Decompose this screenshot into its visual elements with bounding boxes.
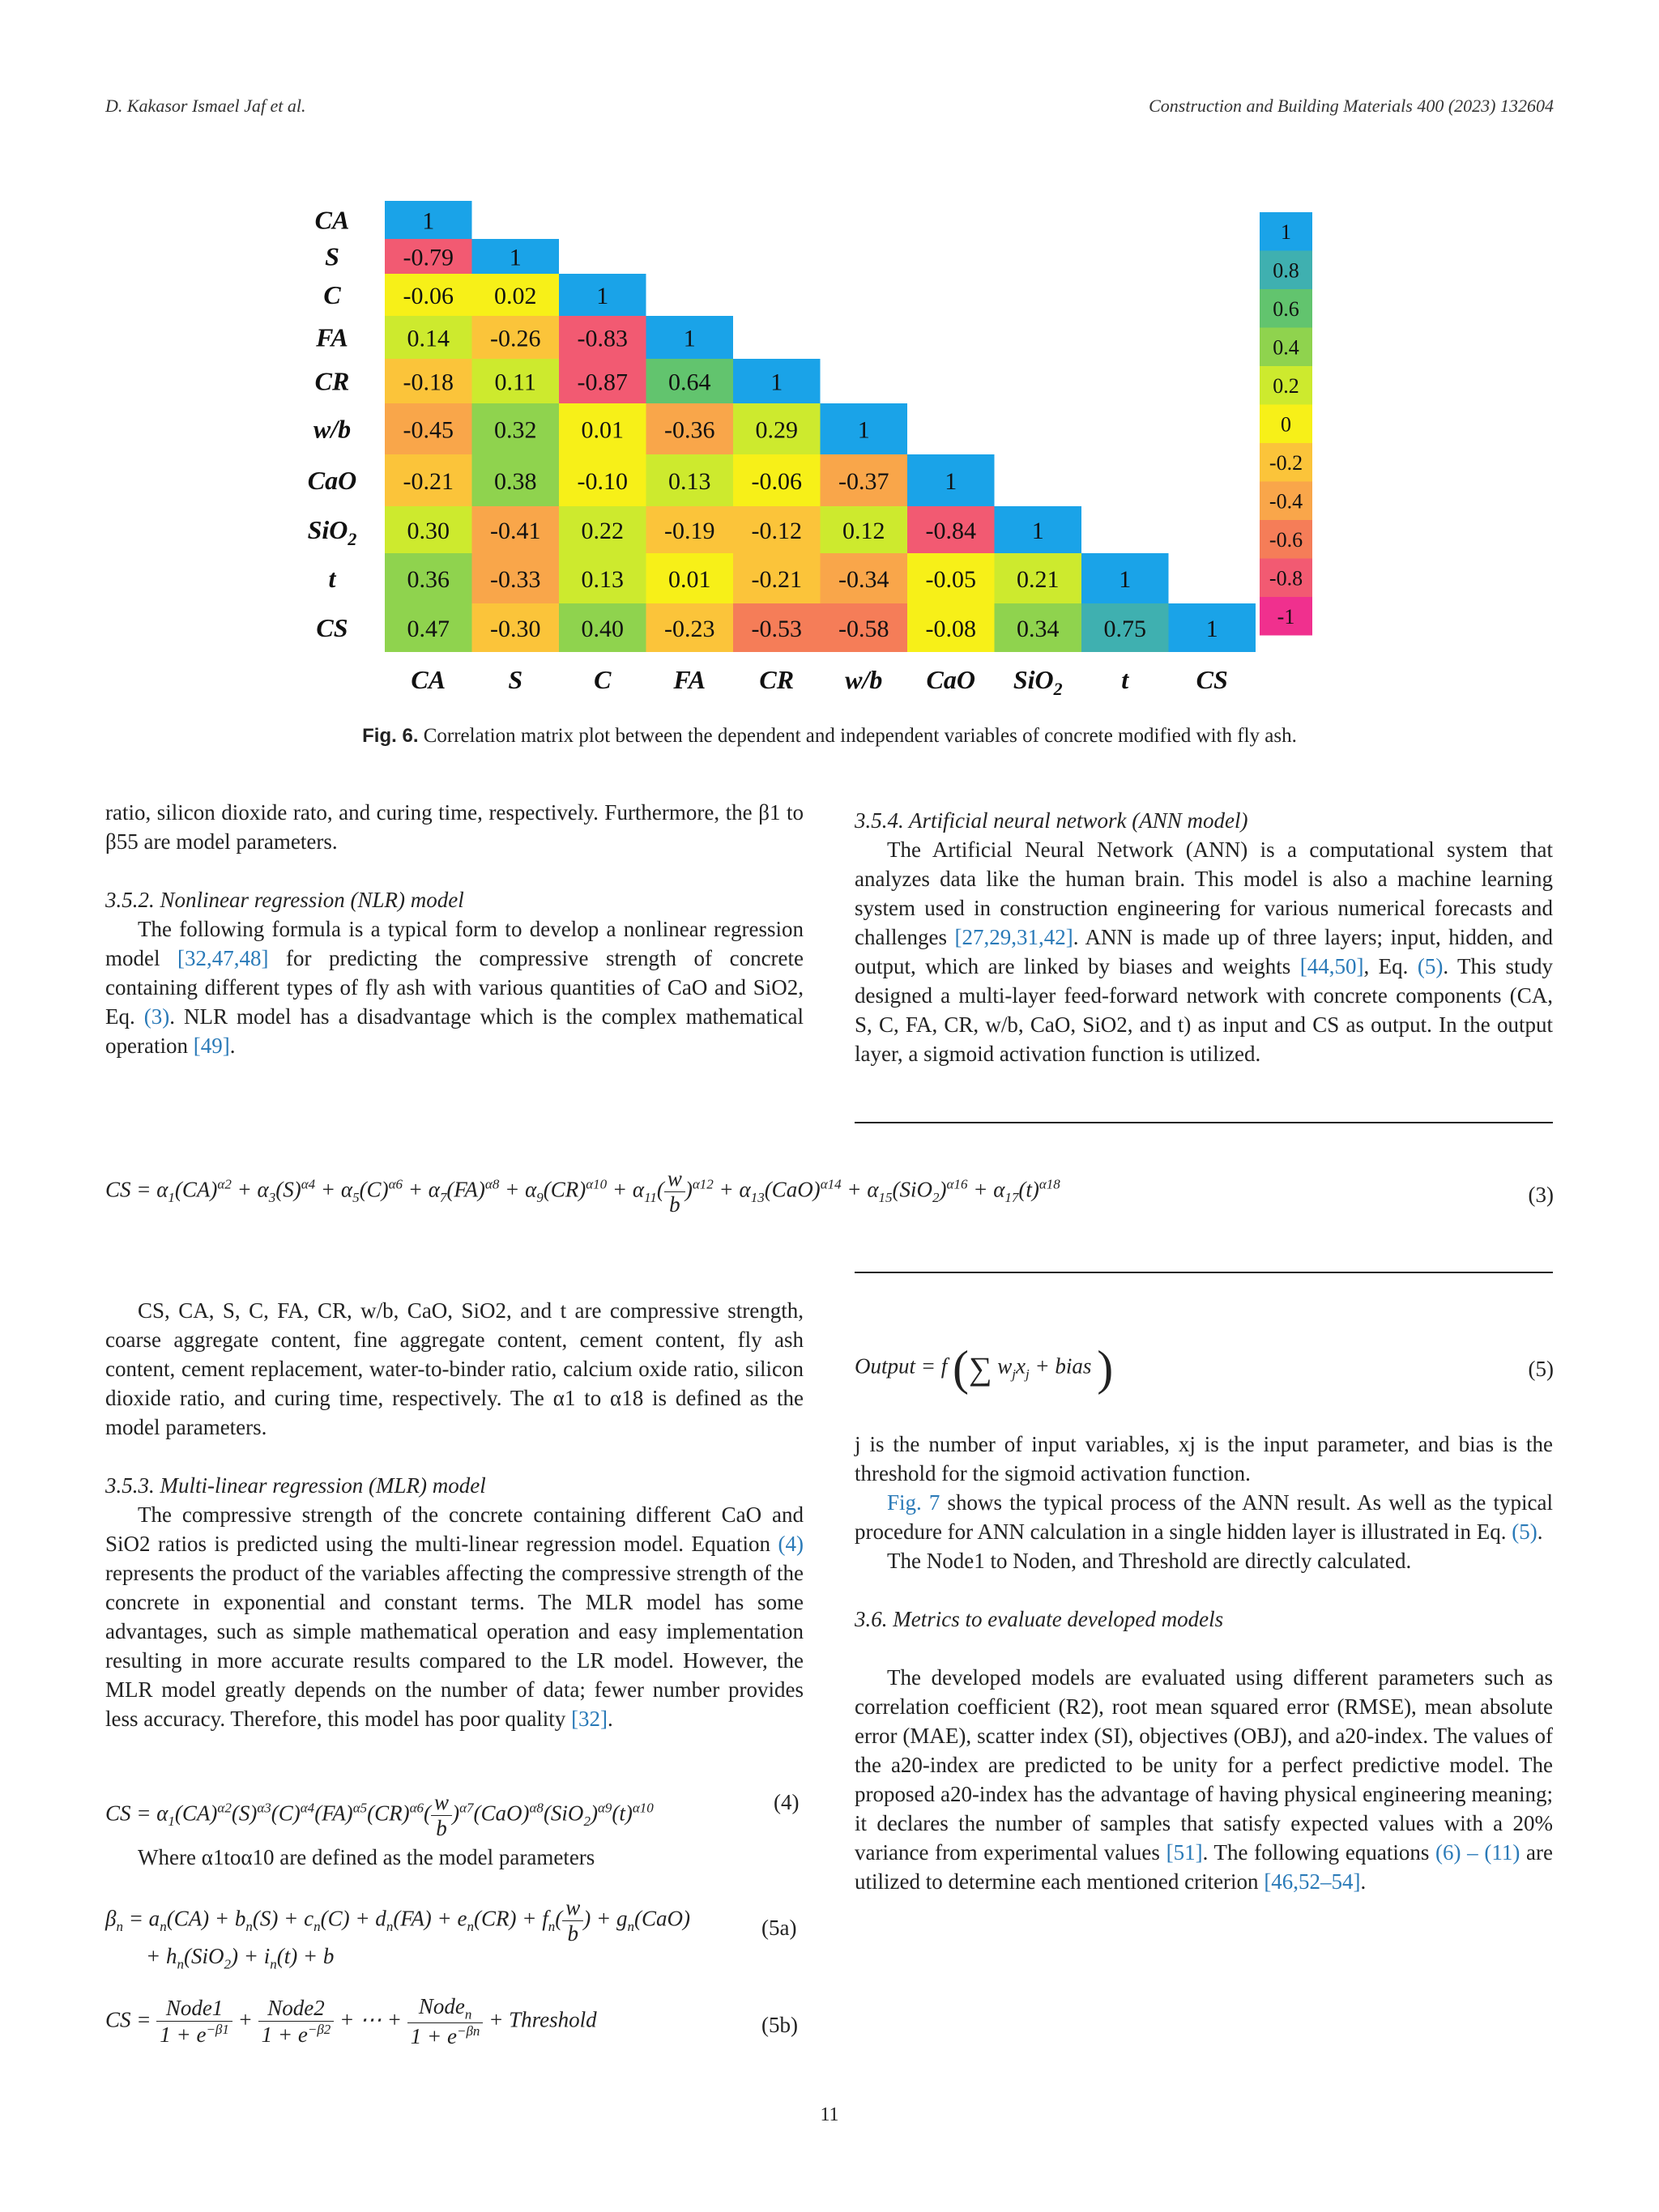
cell-value: 0.29 xyxy=(755,416,798,444)
row-label: C xyxy=(323,280,341,309)
cell-value: -0.45 xyxy=(403,416,454,444)
colorbar-tick-label: 0.8 xyxy=(1273,258,1299,283)
section-heading-mlr: 3.5.3. Multi-linear regression (MLR) model xyxy=(105,1473,486,1498)
nlr-text-a: The following formula is a typical form to develop a nonlinear regression model xyxy=(105,917,804,970)
cell-value: -0.34 xyxy=(838,566,889,593)
section-heading-metrics: 3.6. Metrics to evaluate developed models xyxy=(855,1607,1224,1631)
cell-value: 0.13 xyxy=(581,566,624,593)
section-heading-nlr: 3.5.2. Nonlinear regression (NLR) model xyxy=(105,888,464,912)
column-label: CS xyxy=(1196,665,1228,694)
cell-value: 1 xyxy=(422,207,435,235)
equation-link[interactable]: (3) xyxy=(143,1004,170,1029)
figure-link[interactable]: Fig. 7 xyxy=(887,1490,940,1515)
cell-value: 1 xyxy=(857,416,870,444)
equation-link[interactable]: (6) – (11) xyxy=(1435,1840,1520,1865)
cell-value: 0.21 xyxy=(1017,566,1060,593)
paragraph-nlr: The following formula is a typical form to develop a nonlinear regression model [32,47,48] for predicting the compressive strength of concrete containing different types of fly ash with various quantities of CaO and SiO2, Eq. (3). NLR model has a disadvantage which is the complex mathematical operation [49]. xyxy=(105,917,804,1058)
cell-value: -0.06 xyxy=(751,468,802,495)
equation-4: CS = $\alpha_1(CA)^{\alpha 2}(S)^{\alpha 3}(C)^{\alpha 4}(FA)^{\alpha 5}(CR)^{\alpha 6}$( $\frac{w}{b}$ )$^{\alpha 7}(CaO)^{\alpha 8}(SiO_2)^{\alpha 9}(t)^{\alpha 10}$ xyxy=(105,1790,654,1840)
row-label: CA xyxy=(314,205,350,235)
cell-value: 0.64 xyxy=(668,369,711,396)
cell-value: -0.12 xyxy=(751,518,802,544)
cell-value: -0.26 xyxy=(490,325,541,352)
equation-3: CS = $\alpha_1(CA)^{\alpha 2} + \alpha_3(S)^{\alpha 4} + \alpha_5(C)^{\alpha 6} + \alpha_7(FA)^{\alpha 8} + \alpha_9(CR)^{\alpha 10} + \alpha_{11}$( $\frac{w}{b}$ )$^{\alpha 12} + \alpha_{13}(CaO)^{\alpha 14} + \alpha_{15}(SiO_2)^{\alpha 16} + \alpha_{17}(t)^{\alpha 18}$ xyxy=(105,1166,1060,1217)
right-column-bottom xyxy=(855,1430,1553,1896)
ann-text-d: . This study designed a multi-layer feed-forward network with concrete components (CA, S, C, FA, CR, w/b, CaO, SiO2, and t) as input and CS as output. In the output layer, a sigmoid activation function is utilized. xyxy=(855,954,1554,1066)
cell-value: 1 xyxy=(596,283,609,309)
cell-value: 0.11 xyxy=(494,369,536,396)
citation-link[interactable]: [44,50] xyxy=(1299,954,1364,978)
ann-text-c: , Eq. xyxy=(1363,954,1409,978)
cell-value: -0.41 xyxy=(490,518,541,544)
equation-rule-top xyxy=(855,1122,1553,1123)
equation-link[interactable]: (5) xyxy=(1417,954,1444,978)
paragraph-ann xyxy=(855,835,1553,1068)
column-label: t xyxy=(1121,665,1129,694)
nlr-text-b: for predicting the compressive strength of concrete containing different types of fly ash with various quantities of CaO and SiO2, Eq. xyxy=(105,946,804,1029)
citation-link[interactable]: [32] xyxy=(571,1707,608,1731)
citation-link[interactable]: [27,29,31,42] xyxy=(954,925,1073,949)
figure-caption-text: Correlation matrix plot between the dependent and independent variables of concrete modified with fly ash. xyxy=(423,725,1297,747)
column-label: w/b xyxy=(845,665,883,694)
metrics-text-a: The developed models are evaluated using different parameters such as correlation coefficient (R2), root mean squared error (RMSE), mean absolute error (MAE), scatter index (SI), objectives (OBJ), and a20-index. The values of the a20-index are predicted to be unity for a perfect predictive model. The proposed a20-index has the advantage of having physical engineering meaning; it declares the number of samples that satisfy expected values with a 20% variance from experimental values xyxy=(855,1665,1553,1865)
paragraph-where xyxy=(138,1843,804,1872)
left-column-top xyxy=(105,798,804,1060)
cell-value: -0.37 xyxy=(838,468,889,495)
mlr-text-a: The compressive strength of the concrete containing different CaO and SiO2 ratios is predicted using the multi-linear regression model. Equation xyxy=(105,1502,804,1556)
colorbar-tick-label: -0.4 xyxy=(1269,489,1303,514)
citation-link[interactable]: [46,52–54] xyxy=(1264,1869,1361,1894)
cell-value: -0.58 xyxy=(838,616,889,642)
cell-value: -0.19 xyxy=(664,518,715,544)
cell-value: 0.22 xyxy=(581,518,624,544)
fig7-text: shows the typical process of the ANN result. As well as the typical procedure for ANN calculation in a single hidden layer is illustrated in Eq. xyxy=(855,1490,1553,1544)
cell-value: -0.10 xyxy=(577,468,628,495)
cell-value: 0.13 xyxy=(668,468,711,495)
column-label: CaO xyxy=(926,665,975,694)
row-label: SiO$_2$ xyxy=(307,515,357,549)
cell-value: -0.06 xyxy=(403,283,454,309)
cell-value: 1 xyxy=(1119,566,1132,593)
figure-label: Fig. 6. xyxy=(362,725,419,747)
paragraph-nlr-params: ratio, silicon dioxide rato, and curing time, respectively. Furthermore, the β1 to β55 are model parameters. xyxy=(105,800,804,854)
cell-value: 1 xyxy=(945,468,957,495)
row-label: t xyxy=(328,564,336,593)
row-label: CaO xyxy=(307,466,357,495)
row-label: CR xyxy=(314,366,350,396)
column-label: S xyxy=(508,665,523,694)
left-column-bottom xyxy=(105,1296,804,1733)
column-label: C xyxy=(594,665,612,694)
equation-5: Output = f (∑ $w_jx_j$ + bias ) xyxy=(855,1341,1114,1395)
cell-value: 1 xyxy=(770,369,783,396)
equation-5b: CS = $\frac{\text{Node1}}{1 + e^{-\beta 1}}$ + $\frac{\text{Node2}}{1 + e^{-\beta 2}}$ + ⋯ + $\frac{Node_n}{1 + e^{-\beta n}}$ + Threshold xyxy=(105,1994,597,2049)
mlr-text-b: represents the product of the variables affecting the compressive strength of the concrete in exponential and constant terms. The MLR model has some advantages, such as simple mathematical operation and easy implementation resulting in more accurate results compared to the LR model. However, the MLR model greatly depends on the number of data; fewer number provides less accuracy. Therefore, this model has poor quality xyxy=(105,1561,804,1731)
cell-value: -0.30 xyxy=(490,616,541,642)
equation-link[interactable]: (4) xyxy=(778,1532,804,1556)
colorbar-tick-label: -0.2 xyxy=(1269,450,1303,475)
cell-value: -0.21 xyxy=(751,566,802,593)
page-number: 11 xyxy=(820,2104,839,2125)
column-label: CA xyxy=(411,665,446,694)
right-column-top xyxy=(855,806,1553,1068)
cell-value: 0.01 xyxy=(581,416,624,444)
cell-value: 0.14 xyxy=(407,325,450,352)
colorbar-tick-label: -1 xyxy=(1277,604,1295,629)
cell-value: -0.33 xyxy=(490,566,541,593)
running-head-journal: Construction and Building Materials 400 (2023) 132604 xyxy=(1149,96,1554,116)
cell-value: -0.87 xyxy=(577,369,628,396)
colorbar-tick-label: -0.6 xyxy=(1269,527,1303,552)
citation-link[interactable]: [32,47,48] xyxy=(177,946,269,970)
equation-5b-number: (5b) xyxy=(761,2013,798,2037)
cell-value: 0.02 xyxy=(494,283,537,309)
cell-value: -0.21 xyxy=(403,468,454,495)
row-label: CS xyxy=(316,613,348,642)
paragraph-j-definition: j is the number of input variables, xj is the input parameter, and bias is the threshold for the sigmoid activation function. xyxy=(855,1432,1553,1485)
figure-caption xyxy=(0,725,1659,748)
column-label: FA xyxy=(673,665,706,694)
column-label: SiO$_2$ xyxy=(1013,665,1063,699)
paragraph-node: The Node1 to Noden, and Threshold are directly calculated. xyxy=(887,1549,1412,1573)
cell-value: -0.53 xyxy=(751,616,802,642)
equation-3-number: (3) xyxy=(1528,1183,1554,1207)
paragraph-metrics: The developed models are evaluated using different parameters such as correlation coefficient (R2), root mean squared error (RMSE), mean absolute error (MAE), scatter index (SI), objectives (OBJ), and a20-index. The values of the a20-index are predicted to be unity for a perfect predictive model. The proposed a20-index has the advantage of having physical engineering meaning; it declares the number of samples that satisfy expected values with a 20% variance from experimental values [51]. The following equations (6) – (11) are utilized to determine each mentioned criterion [46,52–54]. xyxy=(855,1665,1554,1894)
cell-value: 0.12 xyxy=(842,518,885,544)
paragraph-fig7: Fig. 7 shows the typical process of the ANN result. As well as the typical procedure for ANN calculation in a single hidden layer is illustrated in Eq. (5). xyxy=(855,1490,1553,1544)
paragraph-mlr: The compressive strength of the concrete containing different CaO and SiO2 ratios is predicted using the multi-linear regression model. Equation (4) represents the product of the variables affecting the compressive strength of the concrete in exponential and constant terms. The MLR model has some advantages, such as simple mathematical operation and easy implementation resulting in more accurate results compared to the LR model. However, the MLR model greatly depends on the number of data; fewer number provides less accuracy. Therefore, this model has poor quality [32]. xyxy=(105,1502,804,1731)
cell-value: -0.18 xyxy=(403,369,454,396)
row-label: FA xyxy=(316,322,348,352)
cell-value: 1 xyxy=(683,325,696,352)
cell-value: 0.01 xyxy=(668,566,711,593)
equation-rule-bottom xyxy=(855,1272,1553,1273)
cell-value: -0.83 xyxy=(577,325,628,352)
running-head-authors: D. Kakasor Ismael Jaf et al. xyxy=(105,96,306,116)
cell-value: -0.36 xyxy=(664,416,715,444)
row-label: w/b xyxy=(313,414,352,444)
cell-value: 0.38 xyxy=(494,468,537,495)
cell-value: -0.05 xyxy=(925,566,976,593)
where-text: Where α1toα10 are defined as the model parameters xyxy=(138,1845,595,1869)
equation-5a: $\beta_n = a_n(CA) + b_n(S) + c_n(C) + d_n(FA) + e_n(CR) + f_n$( $\frac{w}{b}$ ) + $g_n(CaO)$ xyxy=(105,1895,690,1946)
cell-value: 0.36 xyxy=(407,566,450,593)
colorbar-tick-label: 0.2 xyxy=(1273,373,1299,398)
metrics-text-c: are utilized to determine each mentioned criterion xyxy=(855,1840,1554,1894)
equation-5-number: (5) xyxy=(1528,1357,1554,1381)
cell-value: -0.84 xyxy=(925,518,976,544)
section-heading-ann: 3.5.4. Artificial neural network (ANN model) xyxy=(855,808,1248,833)
cell-value: 0.32 xyxy=(494,416,537,444)
cell-value: -0.79 xyxy=(403,244,454,271)
equation-5a-number: (5a) xyxy=(761,1916,797,1940)
colorbar-tick-label: -0.8 xyxy=(1269,566,1303,590)
colorbar-tick-label: 0.4 xyxy=(1273,335,1299,360)
cell-value: 1 xyxy=(509,244,522,271)
cell-value: 0.75 xyxy=(1103,616,1146,642)
paragraph-variable-definitions: CS, CA, S, C, FA, CR, w/b, CaO, SiO2, and t are compressive strength, coarse aggregate content, fine aggregate content, cement content, fly ash content, cement replacement, water-to-binder ratio, calcium oxide ratio, silicon dioxide ratio, and curing time, respectively. The α1 to α18 is defined as the model parameters. xyxy=(105,1298,804,1439)
ann-text-b: . ANN is made up of three layers; input, hidden, and output, which are linked by biases and weights xyxy=(855,925,1553,978)
cell-value: -0.08 xyxy=(925,616,976,642)
cell-value: 1 xyxy=(1205,616,1218,642)
citation-link[interactable]: [49] xyxy=(193,1034,230,1058)
citation-link[interactable]: [51] xyxy=(1166,1840,1203,1865)
equation-4-number: (4) xyxy=(774,1790,800,1814)
column-label: CR xyxy=(759,665,795,694)
colorbar-tick-label: 0 xyxy=(1281,412,1291,437)
cell-value: 0.34 xyxy=(1017,616,1060,642)
row-label: S xyxy=(325,241,339,271)
cell-value: 0.30 xyxy=(407,518,450,544)
ann-text-a: The Artificial Neural Network (ANN) is a computational system that analyzes data like the human brain. This model is also a machine learning system used in construction engineering for various numerical forecasts and challenges xyxy=(855,837,1553,949)
equation-link[interactable]: (5) xyxy=(1512,1519,1537,1544)
cell-value: 0.40 xyxy=(581,616,624,642)
cell-value: 0.47 xyxy=(407,616,450,642)
cell-value: 1 xyxy=(1031,518,1044,544)
cell-value: -0.23 xyxy=(664,616,715,642)
nlr-text-c: . NLR model has a disadvantage which is the complex mathematical operation xyxy=(105,1004,804,1058)
equation-5a-line2: + $h_n(SiO_2) + i_n(t) + b$ xyxy=(146,1944,335,1972)
colorbar-tick-label: 0.6 xyxy=(1273,296,1299,321)
colorbar-tick-label: 1 xyxy=(1281,219,1291,244)
correlation-matrix-figure xyxy=(0,0,1659,729)
metrics-text-b: . The following equations xyxy=(1202,1840,1430,1865)
